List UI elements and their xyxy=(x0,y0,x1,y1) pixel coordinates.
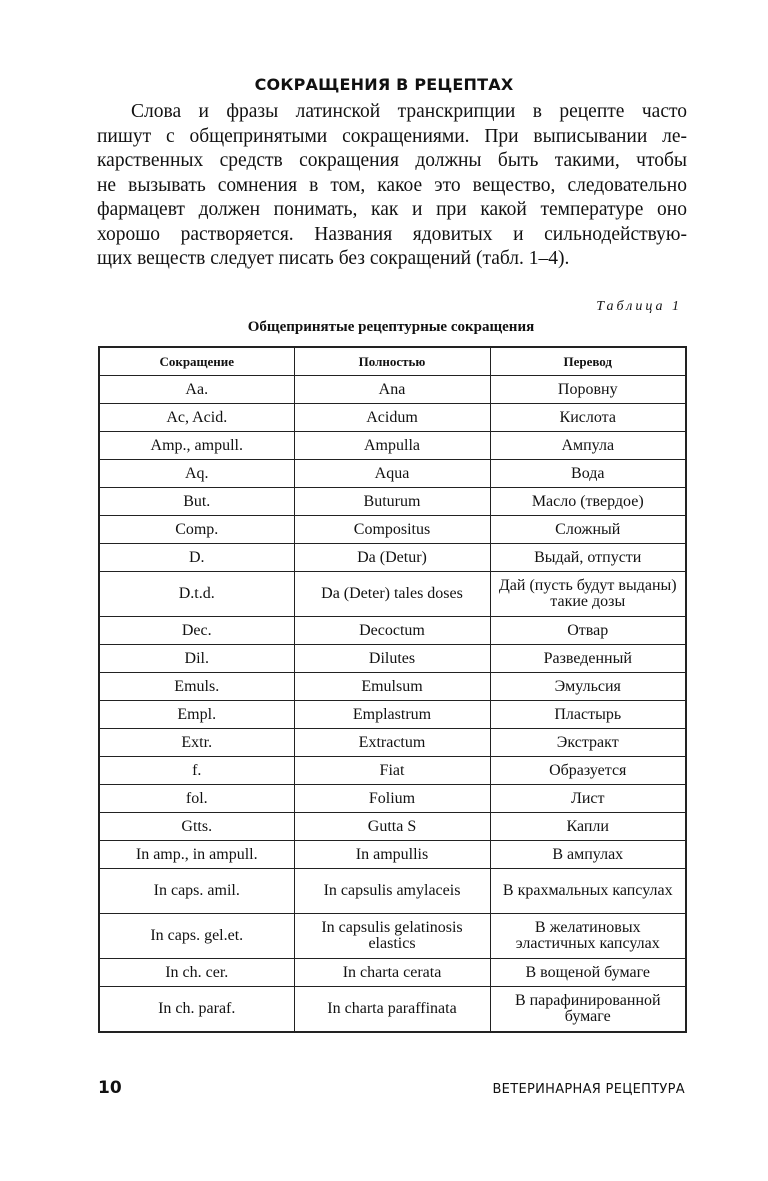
abbreviation-cell: D. xyxy=(99,544,294,572)
full-form-cell: Decoctum xyxy=(294,617,490,645)
table-row xyxy=(99,432,686,460)
table-row xyxy=(99,460,686,488)
table-row xyxy=(99,617,686,645)
full-form-cell: Fiat xyxy=(294,757,490,785)
page-number: 10 xyxy=(98,1078,122,1098)
table-row xyxy=(99,729,686,757)
abbreviation-cell: In ch. cer. xyxy=(99,959,294,987)
abbreviation-cell: D.t.d. xyxy=(99,572,294,617)
table-row xyxy=(99,914,686,959)
translation-cell: Лист xyxy=(490,785,686,813)
translation-cell: В вощеной бумаге xyxy=(490,959,686,987)
full-form-cell: In capsulis gelatinosis elastics xyxy=(294,914,490,959)
paragraph-line: не вызывать сомнения в том, какое это вещество, следовательно xyxy=(97,174,687,196)
paragraph-line: фармацевт должен понимать, как и при какой температуре оно xyxy=(97,199,687,220)
table-number-label: Таблица 1 xyxy=(596,299,682,314)
full-form-cell: Folium xyxy=(294,785,490,813)
table-row xyxy=(99,516,686,544)
translation-cell: Вода xyxy=(490,460,686,488)
paragraph-line: Слова и фразы латинской транскрипции в рецепте часто xyxy=(131,101,687,122)
abbreviation-cell: Aa. xyxy=(99,376,294,404)
full-form-cell: Dilutes xyxy=(294,645,490,673)
full-form-cell: Ampulla xyxy=(294,432,490,460)
abbreviation-cell: Dec. xyxy=(99,617,294,645)
translation-cell: В парафинированной бумаге xyxy=(490,987,686,1033)
table-row xyxy=(99,376,686,404)
abbreviation-cell: Extr. xyxy=(99,729,294,757)
full-form-cell: Ana xyxy=(294,376,490,404)
full-form-cell: In charta cerata xyxy=(294,959,490,987)
full-form-cell: In capsulis amylaceis xyxy=(294,869,490,914)
column-header: Полностью xyxy=(294,347,490,376)
table-title: Общепринятые рецептурные сокращения xyxy=(247,319,535,335)
translation-cell: Пластырь xyxy=(490,701,686,729)
table-row xyxy=(99,488,686,516)
abbreviation-cell: Amp., ampull. xyxy=(99,432,294,460)
translation-cell: Отвар xyxy=(490,617,686,645)
abbreviation-cell: Empl. xyxy=(99,701,294,729)
paragraph-line: хорошо растворяется. Названия ядовитых и сильнодействую- xyxy=(97,223,687,245)
table-row xyxy=(99,572,686,617)
translation-cell: Выдай, отпусти xyxy=(490,544,686,572)
abbreviation-cell: fol. xyxy=(99,785,294,813)
translation-cell: В ампулах xyxy=(490,841,686,869)
abbreviation-cell: In amp., in ampull. xyxy=(99,841,294,869)
full-form-cell: Emplastrum xyxy=(294,701,490,729)
translation-cell: Масло (твердое) xyxy=(490,488,686,516)
section-heading: СОКРАЩЕНИЯ В РЕЦЕПТАХ xyxy=(254,75,514,94)
abbreviation-cell: Ac, Acid. xyxy=(99,404,294,432)
abbreviation-cell: Aq. xyxy=(99,460,294,488)
table-row xyxy=(99,959,686,987)
abbreviation-cell: But. xyxy=(99,488,294,516)
abbreviations-table xyxy=(98,346,687,1033)
full-form-cell: In charta paraffinata xyxy=(294,987,490,1033)
translation-cell: Образуется xyxy=(490,757,686,785)
translation-cell: Дай (пусть будут выданы) такие дозы xyxy=(490,572,686,617)
translation-cell: Экстракт xyxy=(490,729,686,757)
abbreviation-cell: In ch. paraf. xyxy=(99,987,294,1033)
abbreviation-cell: Gtts. xyxy=(99,813,294,841)
full-form-cell: Da (Detur) xyxy=(294,544,490,572)
table-row xyxy=(99,701,686,729)
table-row xyxy=(99,645,686,673)
table-row xyxy=(99,785,686,813)
abbreviation-cell: In caps. amil. xyxy=(99,869,294,914)
column-header: Сокращение xyxy=(99,347,294,376)
table-row xyxy=(99,813,686,841)
table-row xyxy=(99,869,686,914)
full-form-cell: Extractum xyxy=(294,729,490,757)
intro-paragraph xyxy=(97,100,687,272)
abbreviation-cell: Comp. xyxy=(99,516,294,544)
table-header-row xyxy=(99,347,686,376)
table-row xyxy=(99,841,686,869)
full-form-cell: In ampullis xyxy=(294,841,490,869)
full-form-cell: Da (Deter) tales doses xyxy=(294,572,490,617)
paragraph-line: щих веществ следует писать без сокращений (табл. 1–4). xyxy=(97,248,570,269)
table-row xyxy=(99,987,686,1033)
translation-cell: В желатиновых эластичных капсулах xyxy=(490,914,686,959)
table-row xyxy=(99,404,686,432)
paragraph-line: пишут с общепринятыми сокращениями. При выписывании ле- xyxy=(97,125,687,147)
translation-cell: Ампула xyxy=(490,432,686,460)
table-row xyxy=(99,757,686,785)
abbreviation-cell: Emuls. xyxy=(99,673,294,701)
translation-cell: Эмульсия xyxy=(490,673,686,701)
full-form-cell: Buturum xyxy=(294,488,490,516)
translation-cell: Сложный xyxy=(490,516,686,544)
paragraph-line: карственных средств сокращения должны быть такими, чтобы xyxy=(97,150,687,171)
abbreviation-cell: Dil. xyxy=(99,645,294,673)
abbreviation-cell: f. xyxy=(99,757,294,785)
full-form-cell: Aqua xyxy=(294,460,490,488)
full-form-cell: Gutta S xyxy=(294,813,490,841)
full-form-cell: Compositus xyxy=(294,516,490,544)
table-row xyxy=(99,544,686,572)
full-form-cell: Emulsum xyxy=(294,673,490,701)
translation-cell: Капли xyxy=(490,813,686,841)
column-header: Перевод xyxy=(490,347,686,376)
abbreviation-cell: In caps. gel.et. xyxy=(99,914,294,959)
running-title: ВЕТЕРИНАРНАЯ РЕЦЕПТУРА xyxy=(492,1082,685,1097)
table-row xyxy=(99,673,686,701)
full-form-cell: Acidum xyxy=(294,404,490,432)
translation-cell: Кислота xyxy=(490,404,686,432)
translation-cell: Поровну xyxy=(490,376,686,404)
translation-cell: Разведенный xyxy=(490,645,686,673)
translation-cell: В крахмальных капсулах xyxy=(490,869,686,914)
